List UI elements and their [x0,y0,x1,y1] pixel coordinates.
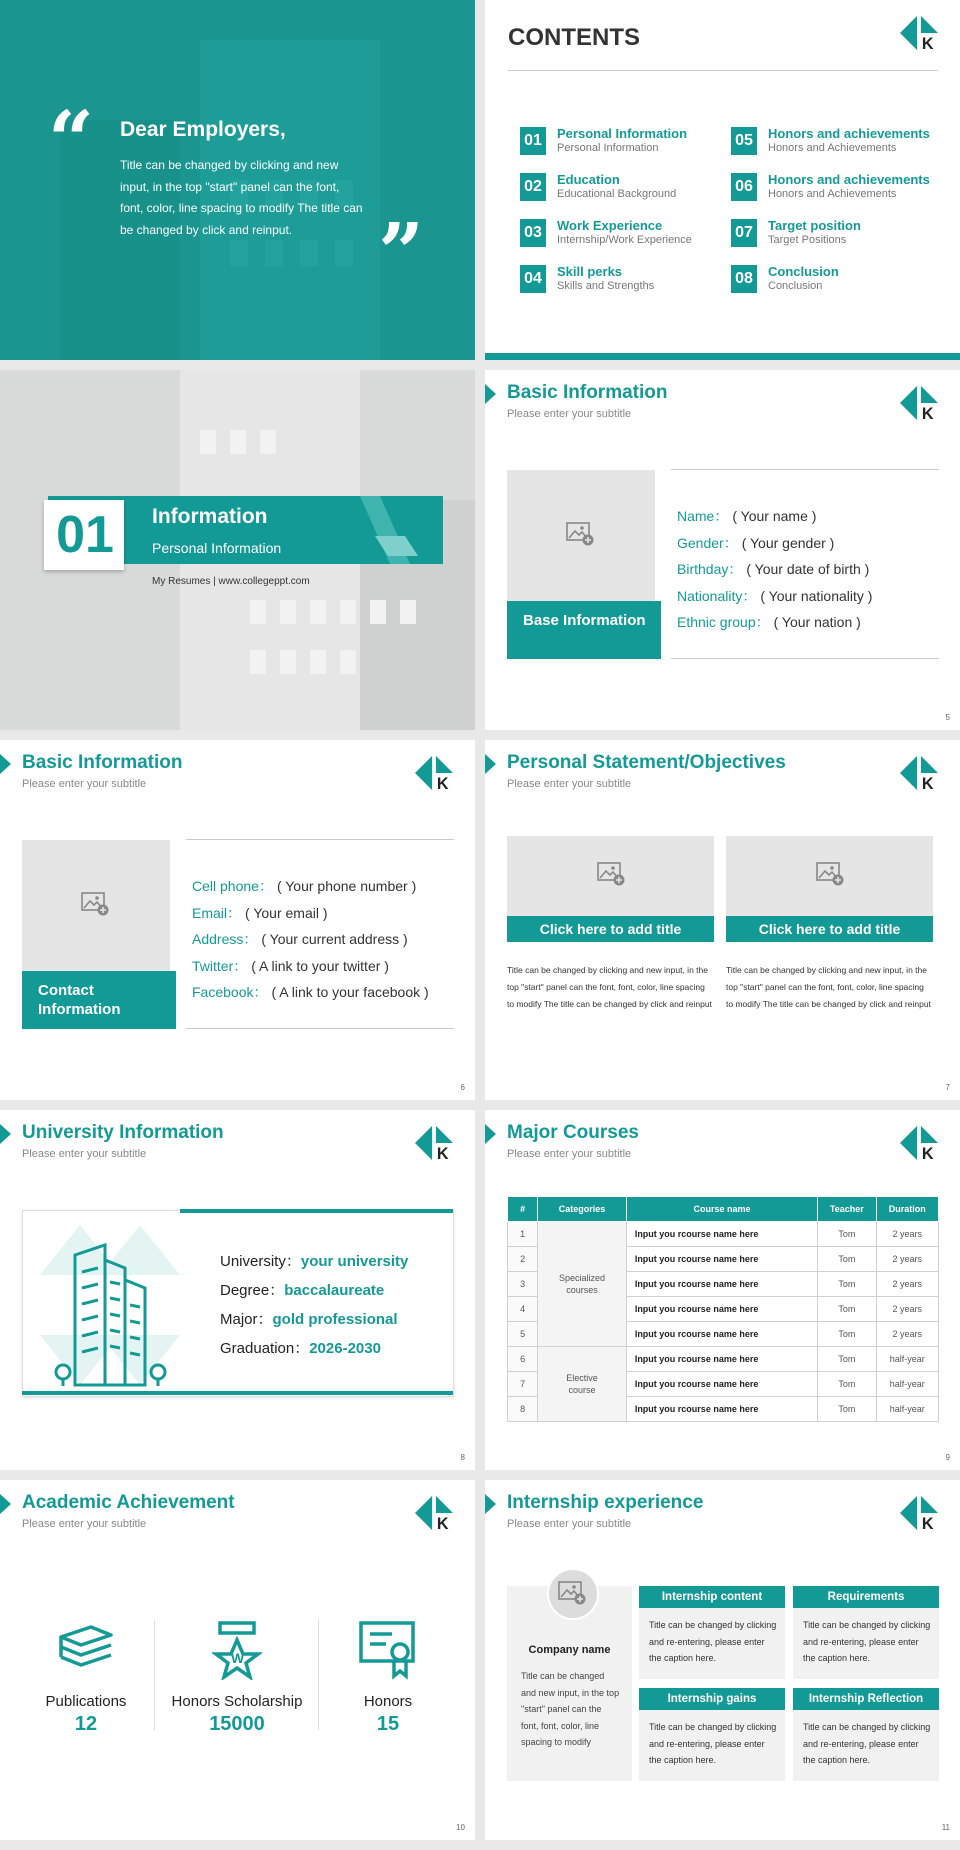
top-rule [671,469,939,470]
info-row [677,612,861,632]
internship-card-text: Title can be changed by clicking and re-entering, please enter the caption here. [649,1620,777,1663]
university-row-value: 2026-2030 [309,1340,381,1357]
page-number: 7 [945,1083,950,1092]
contents-item-subtitle: Personal Information [557,142,659,154]
slide-basic-information-2 [0,740,475,1100]
table-row [508,1222,939,1247]
achievement-label: Honors Scholarship [171,1693,303,1710]
k-logo-icon [415,754,453,792]
info-row-value: ( A link to your facebook ) [271,984,429,1000]
table-header-cell: Duration [876,1197,938,1222]
contents-item-number: 07 [731,219,757,247]
slide-academic-achievement [0,1480,475,1840]
achievement-label: Publications [45,1693,127,1710]
page-number: 10 [456,1823,465,1832]
contents-item-title: Skill perks [557,264,623,279]
page-number: 11 [941,1823,950,1832]
add-image-icon [566,522,594,546]
k-logo-icon [415,1124,453,1162]
internship-card-title[interactable]: Internship Reflection [793,1688,939,1710]
contents-item-number: 01 [520,127,546,155]
info-row [677,533,834,553]
contents-item-number: 06 [731,173,757,201]
slide-title: Personal Statement/Objectives [507,752,786,773]
contents-item-title: Work Experience [557,218,663,233]
info-row-value: ( Your current address ) [261,931,408,947]
contents-item-title: Education [557,172,620,187]
course-name-cell: Input you rcourse name here [626,1247,817,1272]
info-row-value: ( Your name ) [732,508,817,524]
info-row [677,559,869,579]
slide1-heading: Dear Employers, [120,118,286,141]
card-text: Title can be changed by clicking and new input, in the top "start" panel can the font, font, color, line spacing to modify The title can be changed by click and reinput [507,965,712,1009]
page-number: 9 [945,1453,950,1462]
svg-text:W: W [231,1650,245,1666]
row-number: 1 [508,1222,538,1247]
internship-card-title[interactable]: Internship gains [639,1688,785,1710]
header-marker [0,1494,11,1514]
slide-title: Basic Information [22,752,183,773]
slide-title: University Information [22,1122,224,1143]
contents-item-subtitle: Conclusion [768,280,823,292]
section-footer: My Resumes | www.collegeppt.com [152,576,310,587]
info-row [677,586,872,606]
contents-item-title: Target position [768,218,861,233]
teacher-cell: Tom [818,1372,876,1397]
company-text: Title can be changed and new input, in the top "start" panel can the font, font, color, line spacing to modify [521,1671,620,1747]
table-header-cell: Categories [538,1197,627,1222]
contents-item-number: 08 [731,265,757,293]
header-marker [0,754,11,774]
row-number: 8 [508,1397,538,1422]
slide-subtitle: Please enter your subtitle [507,408,632,420]
teacher-cell: Tom [818,1397,876,1422]
row-number: 6 [508,1347,538,1372]
contents-item-number: 04 [520,265,546,293]
contents-item-number: 03 [520,219,546,247]
row-number: 4 [508,1297,538,1322]
course-name-cell: Input you rcourse name here [626,1297,817,1322]
close-quote-icon: ” [378,205,425,299]
add-image-icon [81,892,109,916]
info-row-label: Address： [192,931,258,947]
contents-item-subtitle: Educational Background [557,188,677,200]
info-row-value: ( Your email ) [245,904,328,921]
category-cell: Elective course [538,1347,627,1422]
contents-item-number: 05 [731,127,757,155]
open-quote-icon: “ [48,93,95,187]
info-row [192,903,328,923]
page-number: 6 [460,1083,465,1092]
slide1-body: Title can be changed by clicking and new input, in the top "start" panel can the font, font, color, line spacing to modify The title can be changed by click and reinput. [120,158,363,237]
internship-card-title[interactable]: Requirements [793,1586,939,1608]
k-logo-icon [900,1494,938,1532]
header-marker [485,384,496,404]
banner-stripes [360,496,440,564]
contents-item[interactable] [731,127,941,159]
contents-item-title: Conclusion [768,264,839,279]
card-title[interactable]: Click here to add title [507,916,714,942]
teacher-cell: Tom [818,1222,876,1247]
add-image-icon [558,1581,586,1605]
course-name-cell: Input you rcourse name here [626,1222,817,1247]
internship-card-text: Title can be changed by clicking and re-entering, please enter the caption here. [649,1722,777,1765]
achievement-value: 15 [376,1713,400,1735]
slide-subtitle: Please enter your subtitle [507,1518,632,1530]
course-name-cell: Input you rcourse name here [626,1397,817,1422]
contents-item-title: Personal Information [557,126,688,141]
section-subtitle: Personal Information [152,540,282,556]
books-icon [56,1625,116,1675]
info-row-value: ( Your gender ) [741,534,835,551]
contents-item-subtitle: Internship/Work Experience [557,234,692,246]
contact-info-label: Contact Information [22,971,176,1029]
info-row-label: Facebook： [192,984,268,1000]
teacher-cell: Tom [818,1347,876,1372]
card-top-bar [180,1209,453,1213]
slide-university-information [0,1110,475,1470]
university-row-label: University： [220,1253,301,1270]
duration-cell: half-year [876,1347,938,1372]
contents-item[interactable] [520,127,730,159]
header-marker [0,1124,11,1144]
row-number: 3 [508,1272,538,1297]
row-number: 2 [508,1247,538,1272]
contents-title: CONTENTS [508,24,640,51]
university-row-value: gold professional [272,1311,398,1328]
info-row-label: Nationality： [677,587,757,604]
contents-item-subtitle: Skills and Strengths [557,280,655,292]
contents-item-subtitle: Honors and Achievements [768,142,897,154]
university-row [220,1337,381,1358]
info-row-label: Birthday： [677,561,743,577]
duration-cell: 2 years [876,1322,938,1347]
contents-item[interactable] [520,265,730,297]
slide-subtitle: Please enter your subtitle [22,778,147,790]
duration-cell: half-year [876,1397,938,1422]
info-row-value: ( A link to your twitter ) [251,957,389,974]
university-row-value: your university [300,1253,409,1270]
info-row [192,929,408,949]
info-row-label: Cell phone： [192,878,273,894]
add-image-icon [816,862,844,886]
contents-item[interactable] [520,173,730,205]
slide-subtitle: Please enter your subtitle [22,1148,147,1160]
section-number: 01 [56,506,114,564]
row-number: 5 [508,1322,538,1347]
university-row-label: Graduation： [220,1340,310,1357]
info-row-label: Twitter： [192,957,248,974]
k-logo-icon [415,1494,453,1532]
info-row-label: Ethnic group： [677,614,770,630]
slide-title: Basic Information [507,382,668,403]
teacher-cell: Tom [818,1272,876,1297]
slide-subtitle: Please enter your subtitle [507,778,632,790]
slide-personal-statement [485,740,960,1100]
certificate-icon [358,1620,418,1680]
teacher-cell: Tom [818,1247,876,1272]
course-name-cell: Input you rcourse name here [626,1322,817,1347]
slide-basic-information-1 [485,370,960,730]
info-row-label: Gender： [677,534,738,551]
slide-major-courses [485,1110,960,1470]
table-header-row [508,1197,939,1222]
info-row [192,956,389,976]
slide-title: Major Courses [507,1122,639,1143]
info-row-value: ( Your date of birth ) [746,561,870,577]
page-number: 5 [945,713,950,722]
contents-item[interactable] [731,219,941,251]
category-cell: Specialized courses [538,1222,627,1347]
card-bottom-bar [22,1391,453,1395]
header-marker [485,1494,496,1514]
company-name: Company name [528,1644,611,1656]
slide-title: Internship experience [507,1492,704,1513]
info-row [677,506,816,526]
duration-cell: 2 years [876,1297,938,1322]
internship-card-text: Title can be changed by clicking and re-entering, please enter the caption here. [803,1620,931,1663]
k-logo-icon [900,754,938,792]
contents-item[interactable] [520,219,730,251]
table-header-cell: # [508,1197,538,1222]
medal-icon [212,1620,262,1680]
duration-cell: 2 years [876,1247,938,1272]
info-row-value: ( Your phone number ) [276,878,417,894]
contents-item-title: Honors and achievements [768,172,930,187]
base-info-label: Base Information [507,601,661,659]
slide-subtitle: Please enter your subtitle [507,1148,632,1160]
course-name-cell: Input you rcourse name here [626,1347,817,1372]
university-row-value: baccalaureate [284,1282,385,1299]
slide-contents [485,0,960,360]
slide-subtitle: Please enter your subtitle [22,1518,147,1530]
building-icon [30,1210,190,1390]
university-row [220,1250,408,1271]
slide-title: Academic Achievement [22,1492,235,1513]
teacher-cell: Tom [818,1297,876,1322]
university-row [220,1279,384,1300]
courses-table [507,1196,939,1422]
info-row [192,982,429,1002]
row-number: 7 [508,1372,538,1397]
table-header-cell: Teacher [818,1197,876,1222]
info-row-label: Name： [677,508,729,524]
bottom-rule [671,658,939,659]
slide-section-01 [0,370,475,730]
contents-item[interactable] [731,173,941,205]
contents-item-subtitle: Honors and Achievements [768,188,897,200]
course-name-cell: Input you rcourse name here [626,1372,817,1397]
bottom-rule [186,1028,454,1029]
add-image-icon [597,862,625,886]
slide-dear-employers [0,0,475,360]
teacher-cell: Tom [818,1322,876,1347]
course-name-cell: Input you rcourse name here [626,1272,817,1297]
university-row-label: Degree： [220,1282,285,1299]
internship-card-text: Title can be changed by clicking and re-entering, please enter the caption here. [803,1722,931,1765]
k-logo-icon [900,384,938,422]
contents-bottom-bar [485,353,960,360]
table-header-cell: Course name [626,1197,817,1222]
contents-item-number: 02 [520,173,546,201]
duration-cell: 2 years [876,1272,938,1297]
university-row [220,1308,398,1329]
university-row-label: Major： [220,1311,273,1328]
card-text: Title can be changed by clicking and new input, in the top "start" panel can the font, font, color, line spacing to modify The title can be changed by click and reinput [726,965,931,1009]
k-logo-icon [900,14,938,52]
achievement-label: Honors [363,1693,413,1710]
contents-item-subtitle: Target Positions [768,234,847,246]
card-title[interactable]: Click here to add title [726,916,933,942]
header-marker [485,1124,496,1144]
info-row-value: ( Your nation ) [773,614,861,630]
duration-cell: 2 years [876,1222,938,1247]
top-rule [186,839,454,840]
achievement-value: 15000 [209,1713,265,1735]
contents-item-title: Honors and achievements [768,126,930,141]
info-row-value: ( Your nationality ) [760,587,873,604]
info-row-label: Email： [192,904,242,921]
slide-internship-experience [485,1480,960,1840]
contents-rule [508,70,938,71]
k-logo-icon [900,1124,938,1162]
table-row [508,1347,939,1372]
info-row [192,876,416,896]
internship-card-title[interactable]: Internship content [639,1586,785,1608]
page-number: 8 [460,1453,465,1462]
section-title: Information [152,505,268,528]
duration-cell: half-year [876,1372,938,1397]
achievement-value: 12 [74,1713,98,1735]
header-marker [485,754,496,774]
contents-item[interactable] [731,265,941,297]
